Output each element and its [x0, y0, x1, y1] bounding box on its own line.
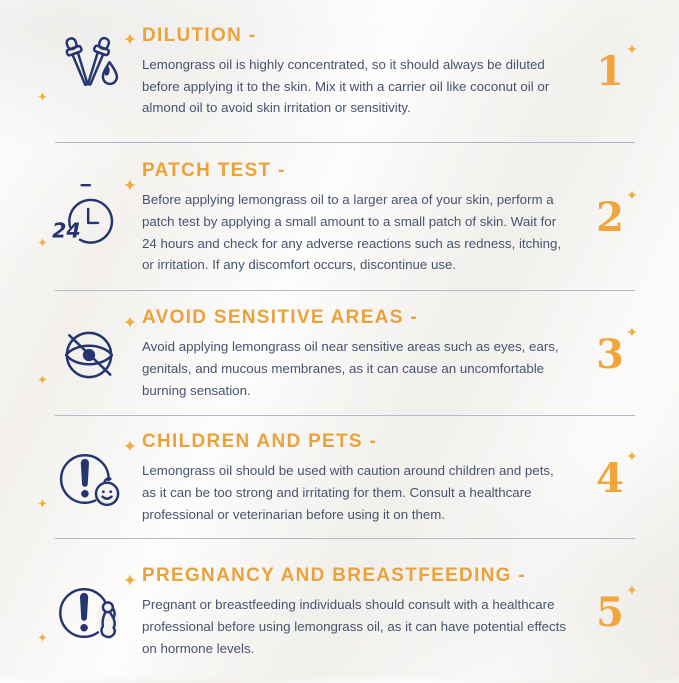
section-title: PREGNANCY AND BREASTFEEDING -: [142, 565, 526, 587]
sparkle-icon: [38, 238, 47, 247]
step-number: [581, 48, 639, 95]
step-number: [581, 454, 639, 502]
sparkle-icon: [124, 316, 136, 328]
section-patch-test: [0, 144, 679, 290]
sparkle-icon: [627, 327, 637, 337]
section-title: CHILDREN AND PETS -: [142, 431, 378, 453]
section-text: [142, 25, 571, 119]
sparkle-icon: [627, 44, 637, 54]
section-body: Avoid applying lemongrass oil near sensitive areas such as eyes, ears, genitals, and mucous membranes, as it can cause an uncomfortable burning sensation.: [142, 339, 559, 398]
clock-24-icon: [46, 175, 132, 261]
sparkle-icon: [124, 574, 136, 586]
section-title: PATCH TEST -: [142, 159, 286, 181]
section-dilution: [0, 0, 679, 142]
step-number: [581, 588, 639, 636]
section-avoid-sensitive-areas: [0, 292, 679, 415]
step-number: [581, 330, 639, 378]
section-text: [142, 307, 571, 401]
sparkle-icon: [124, 33, 136, 45]
sparkle-icon: [38, 499, 47, 508]
section-body: Lemongrass oil is highly concentrated, so it should always be diluted before applying it to the skin. Mix it with a carrier oil like coconut oil or almond oil to avoid skin irritation or sensitivity.: [142, 56, 550, 116]
step-number-value: 4: [596, 454, 624, 502]
section-title: AVOID SENSITIVE AREAS -: [142, 307, 418, 329]
section-body: Before applying lemongrass oil to a larger area of your skin, perform a patch test by applying a small amount to a small patch of skin. Wait for 24 hours and check for any adverse reactions such as redness, itching, or irritation. If any discomfort occurs, discontinue use.: [142, 191, 562, 273]
clock-24-label: 24: [52, 218, 81, 243]
step-number-value: 5: [596, 588, 624, 636]
sparkle-icon: [627, 451, 637, 461]
sparkle-icon: [124, 440, 136, 452]
step-number-value: 3: [596, 330, 624, 378]
step-number-value: 2: [596, 194, 624, 241]
pregnancy-warning-icon: [46, 570, 132, 656]
child-warning-icon: [46, 436, 132, 522]
section-text: [142, 565, 571, 659]
step-number-value: 1: [596, 48, 624, 95]
sparkle-icon: [124, 179, 136, 191]
section-title: DILUTION -: [142, 24, 257, 46]
no-eye-icon: [46, 312, 132, 398]
section-text: [142, 431, 571, 525]
section-body: Lemongrass oil should be used with caution around children and pets, as it can be too strong and irritating for them. Consult a healthcare professional or veterinarian before using it on them.: [142, 463, 554, 522]
section-pregnancy-and-breastfeeding: [0, 540, 679, 683]
sparkle-icon: [38, 92, 47, 101]
section-text: [142, 160, 571, 276]
sparkle-icon: [627, 585, 637, 595]
sparkle-icon: [38, 633, 47, 642]
step-number: [581, 194, 639, 241]
section-body: Pregnant or breastfeeding individuals should consult with a healthcare professional before using lemongrass oil, as it can have potential effects on hormone levels.: [142, 597, 567, 656]
dropper-icon: [46, 29, 132, 115]
sparkle-icon: [627, 190, 637, 200]
sparkle-icon: [38, 375, 47, 384]
section-children-and-pets: [0, 417, 679, 538]
